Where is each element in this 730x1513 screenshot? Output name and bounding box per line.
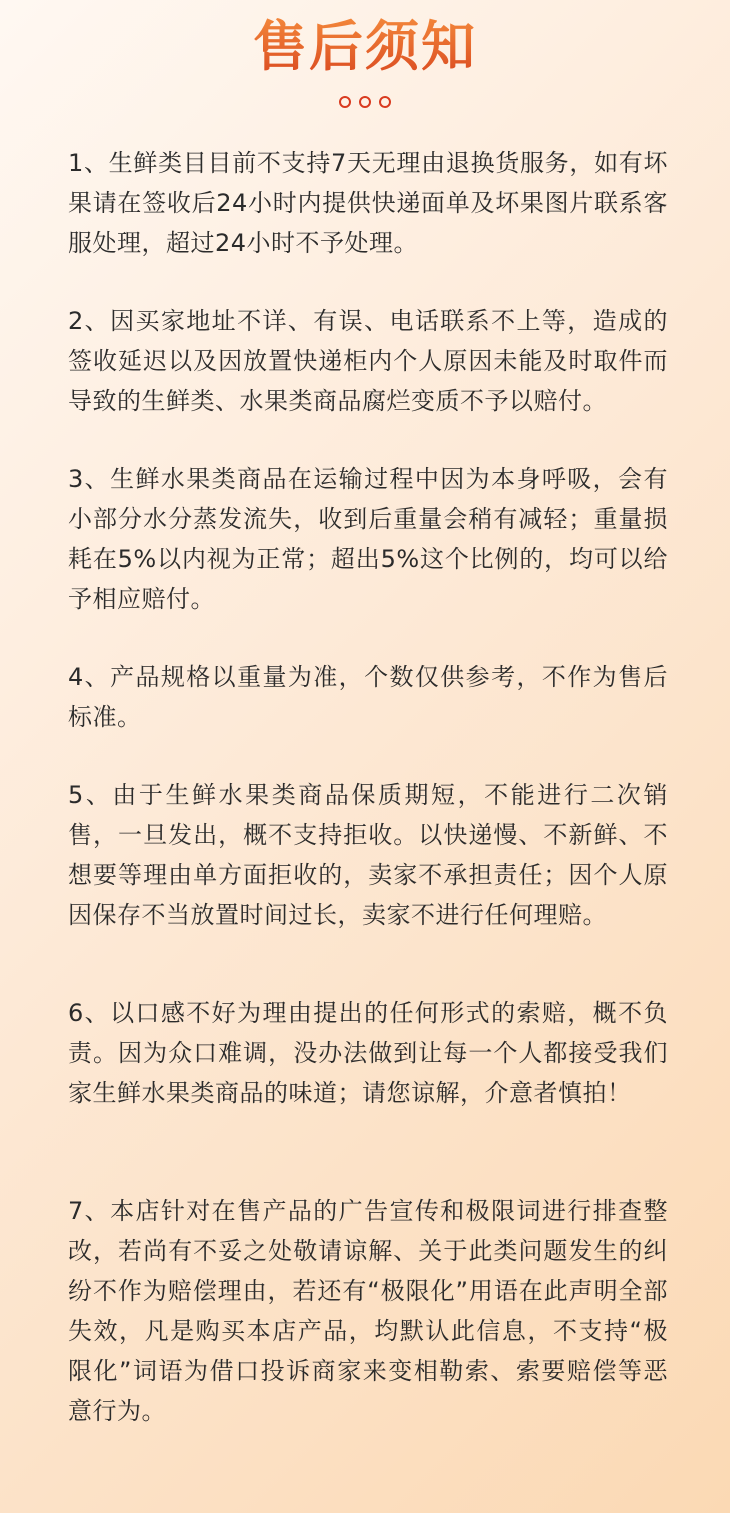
circle-dot-icon (359, 96, 371, 108)
circle-dot-icon (379, 96, 391, 108)
notice-item-4: 4、产品规格以重量为准，个数仅供参考，不作为售后标准。 (68, 663, 668, 731)
circle-dot-icon (339, 96, 351, 108)
notice-item-7: 7、本店针对在售产品的广告宣传和极限词进行排查整改，若尚有不妥之处敬请谅解、关于此类问题发生的纠纷不作为赔偿理由，若还有“极限化”用语在此声明全部失效，凡是购买本店产品，均默认此信息，不支持“极限化”词语为借口投诉商家来变相勒索、索要赔偿等恶意行为。 (68, 1197, 668, 1425)
notice-item-2: 2、因买家地址不详、有误、电话联系不上等，造成的签收延迟以及因放置快递柜内个人原因未能及时取件而导致的生鲜类、水果类商品腐烂变质不予以赔付。 (68, 307, 668, 415)
title-decoration-dots (0, 96, 730, 108)
page-title: 售后须知 (0, 14, 730, 80)
notice-item-5: 5、由于生鲜水果类商品保质期短，不能进行二次销售，一旦发出，概不支持拒收。以快递慢、不新鲜、不想要等理由单方面拒收的，卖家不承担责任；因个人原因保存不当放置时间过长，卖家不进行任何理赔。 (68, 781, 668, 929)
notice-item-1: 1、生鲜类目目前不支持7天无理由退换货服务，如有坏果请在签收后24小时内提供快递面单及坏果图片联系客服处理，超过24小时不予处理。 (68, 149, 668, 257)
notice-item-3: 3、生鲜水果类商品在运输过程中因为本身呼吸，会有小部分水分蒸发流失，收到后重量会稍有减轻；重量损耗在5%以内视为正常；超出5%这个比例的，均可以给予相应赔付。 (68, 465, 668, 613)
notice-item-6: 6、以口感不好为理由提出的任何形式的索赔，概不负责。因为众口难调，没办法做到让每一个人都接受我们家生鲜水果类商品的味道；请您谅解，介意者慎拍！ (68, 999, 668, 1107)
